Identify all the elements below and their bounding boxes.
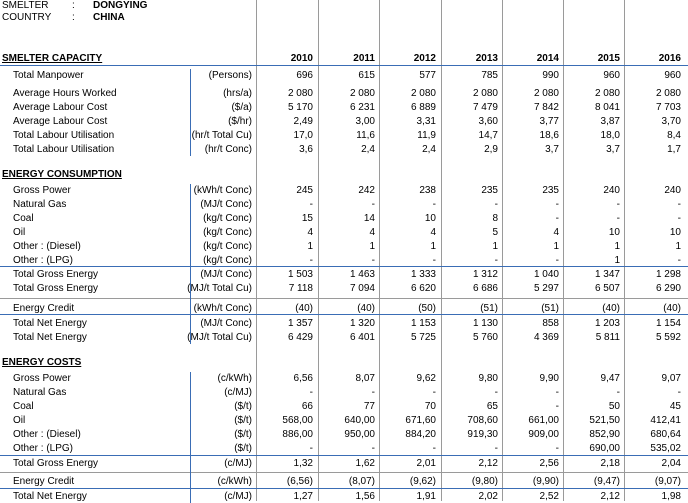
row-label: Oil [13, 415, 26, 426]
cell-value-2010: 1,27 [293, 491, 313, 502]
cell-value-2013: 708,60 [467, 415, 498, 426]
cell-value-2015: 8 041 [594, 102, 620, 113]
cell-value-2012: 1,91 [416, 491, 436, 502]
cell-value-2013: - [494, 255, 498, 266]
cell-value-2010: 6 429 [287, 332, 313, 343]
table-row [0, 490, 688, 503]
cell-value-2015: 240 [603, 185, 620, 196]
row-label: Natural Gas [13, 387, 67, 398]
cell-value-2015: 3,87 [600, 116, 620, 127]
row-divider [0, 455, 688, 456]
cell-value-2010: 15 [301, 213, 313, 224]
smelter-label: SMELTER [2, 0, 49, 11]
row-label: Gross Power [13, 373, 71, 384]
cell-value-2013: 5 760 [472, 332, 498, 343]
row-label: Total Gross Energy [13, 269, 99, 280]
cell-value-2010: 245 [296, 185, 313, 196]
table-row [0, 143, 688, 156]
cell-value-2012: 70 [424, 401, 436, 412]
row-label: Total Gross Energy [13, 458, 99, 469]
cell-value-2016: - [677, 387, 681, 398]
cell-value-2010: 17,0 [293, 130, 313, 141]
cell-value-2014: 4 [553, 227, 559, 238]
table-row [0, 101, 688, 114]
table-row [0, 240, 688, 253]
cell-value-2016: 1 154 [655, 318, 681, 329]
table-row [0, 475, 688, 488]
table-row [0, 442, 688, 455]
cell-value-2014: (9,90) [532, 476, 559, 487]
row-unit: (c/MJ) [224, 491, 252, 502]
cell-value-2014: 990 [542, 70, 559, 81]
cell-value-2012: 238 [419, 185, 436, 196]
cell-value-2016: 7 703 [655, 102, 681, 113]
cell-value-2016: 2,04 [661, 458, 681, 469]
cell-value-2011: 8,07 [355, 373, 375, 384]
year-header-2011: 2011 [353, 53, 375, 64]
cell-value-2015: (9,47) [593, 476, 620, 487]
cell-value-2010: 568,00 [282, 415, 313, 426]
row-label: Other : (Diesel) [13, 429, 81, 440]
row-unit: (hr/t Conc) [204, 144, 252, 155]
cell-value-2015: 10 [608, 227, 620, 238]
cell-value-2015: 50 [608, 401, 620, 412]
row-unit: ($/t) [234, 401, 252, 412]
cell-value-2010: 6,56 [293, 373, 313, 384]
cell-value-2016: 1,98 [661, 491, 681, 502]
cell-value-2016: 10 [669, 227, 681, 238]
cell-value-2013: 785 [481, 70, 498, 81]
cell-value-2010: 1 503 [287, 269, 313, 280]
cell-value-2010: 1,32 [293, 458, 313, 469]
row-label: Other : (LPG) [13, 255, 74, 266]
cell-value-2016: 8,4 [667, 130, 681, 141]
cell-value-2014: 9,90 [539, 373, 559, 384]
cell-value-2012: - [432, 387, 436, 398]
row-unit: (kg/t Conc) [203, 227, 252, 238]
cell-value-2012: 4 [430, 227, 436, 238]
cell-value-2013: 7 479 [472, 102, 498, 113]
cell-value-2011: 14 [363, 213, 375, 224]
cell-value-2013: 2,02 [478, 491, 498, 502]
table-row [0, 372, 688, 385]
cell-value-2016: 9,07 [661, 373, 681, 384]
year-header-2012: 2012 [413, 53, 436, 64]
cell-value-2012: 884,20 [405, 429, 436, 440]
row-label: Total Net Energy [13, 491, 87, 502]
row-label: Gross Power [13, 185, 71, 196]
row-label: Coal [13, 213, 34, 224]
cell-value-2013: 2,12 [478, 458, 498, 469]
cell-value-2013: - [494, 443, 498, 454]
row-label: Total Labour Utilisation [13, 144, 115, 155]
cell-value-2012: 577 [419, 70, 436, 81]
cell-value-2013: 3,60 [478, 116, 498, 127]
cell-value-2015: 1 203 [594, 318, 620, 329]
cell-value-2015: 1 [614, 255, 620, 266]
cell-value-2010: (40) [295, 303, 313, 314]
cell-value-2012: (9,62) [409, 476, 436, 487]
cell-value-2013: 1 130 [472, 318, 498, 329]
row-unit: (c/MJ) [224, 458, 252, 469]
table-row [0, 282, 688, 295]
year-header-2010: 2010 [290, 53, 313, 64]
cell-value-2011: - [371, 255, 375, 266]
cell-value-2012: 671,60 [405, 415, 436, 426]
row-label: Other : (LPG) [13, 443, 74, 454]
cell-value-2016: 3,70 [661, 116, 681, 127]
cell-value-2014: 2,56 [539, 458, 559, 469]
row-unit: ($/t) [234, 415, 252, 426]
cell-value-2013: 6 686 [472, 283, 498, 294]
row-unit: ($/hr) [228, 116, 252, 127]
row-divider [0, 472, 688, 473]
cell-value-2010: 7 118 [288, 283, 313, 294]
cell-value-2011: 1 320 [349, 318, 375, 329]
cell-value-2016: - [677, 255, 681, 266]
cell-value-2016: 2 080 [655, 88, 681, 99]
row-unit: ($/t) [234, 429, 252, 440]
cell-value-2015: - [616, 387, 620, 398]
cell-value-2015: 1 347 [594, 269, 620, 280]
cell-value-2015: - [616, 199, 620, 210]
row-unit: (c/kWh) [217, 373, 252, 384]
cell-value-2014: - [555, 213, 559, 224]
row-label: Coal [13, 401, 34, 412]
cell-value-2012: - [432, 443, 436, 454]
row-unit: (hr/t Total Cu) [191, 130, 252, 141]
cell-value-2011: 1,56 [355, 491, 375, 502]
row-unit: (Persons) [208, 70, 252, 81]
cell-value-2011: 7 094 [349, 283, 375, 294]
cell-value-2012: 9,62 [416, 373, 436, 384]
cell-value-2012: 2,4 [422, 144, 436, 155]
row-unit: (MJ/t Total Cu) [187, 283, 252, 294]
cell-value-2010: 66 [301, 401, 313, 412]
cell-value-2010: - [309, 443, 313, 454]
table-row [0, 414, 688, 427]
cell-value-2013: 14,7 [478, 130, 498, 141]
cell-value-2010: 1 357 [287, 318, 313, 329]
cell-value-2011: 950,00 [344, 429, 375, 440]
cell-value-2011: 77 [363, 401, 375, 412]
cell-value-2014: 7 842 [533, 102, 559, 113]
cell-value-2015: 690,00 [589, 443, 620, 454]
cell-value-2012: 6 620 [410, 283, 436, 294]
cell-value-2015: 960 [603, 70, 620, 81]
cell-value-2014: - [555, 387, 559, 398]
cell-value-2016: - [677, 199, 681, 210]
cell-value-2010: - [309, 199, 313, 210]
cell-value-2011: (40) [357, 303, 375, 314]
table-row [0, 428, 688, 441]
cell-value-2012: 11,9 [417, 130, 436, 141]
cell-value-2015: 2,12 [600, 491, 620, 502]
cell-value-2016: - [677, 213, 681, 224]
smelter-name: DONGYING [93, 0, 148, 11]
cell-value-2010: 4 [307, 227, 313, 238]
section-title: ENERGY CONSUMPTION [2, 169, 122, 180]
cell-value-2015: 3,7 [606, 144, 620, 155]
row-unit: (c/kWh) [217, 476, 252, 487]
cell-value-2014: - [555, 443, 559, 454]
table-row [0, 115, 688, 128]
row-label: Average Labour Cost [13, 116, 108, 127]
table-row [0, 331, 688, 344]
table-row [0, 268, 688, 281]
table-row [0, 386, 688, 399]
cell-value-2014: 1 [553, 241, 559, 252]
cell-value-2010: 886,00 [282, 429, 313, 440]
cell-value-2014: 18,6 [539, 130, 559, 141]
cell-value-2012: 6 889 [410, 102, 436, 113]
row-label: Average Labour Cost [13, 102, 108, 113]
cell-value-2015: 18,0 [600, 130, 620, 141]
cell-value-2011: 640,00 [344, 415, 375, 426]
year-header-2014: 2014 [536, 53, 559, 64]
row-unit: ($/a) [231, 102, 252, 113]
cell-value-2016: 240 [664, 185, 681, 196]
cell-value-2013: - [494, 387, 498, 398]
cell-value-2014: 661,00 [528, 415, 559, 426]
cell-value-2015: 2,18 [600, 458, 620, 469]
table-row [0, 400, 688, 413]
cell-value-2013: 8 [492, 213, 498, 224]
row-unit: (kg/t Conc) [203, 255, 252, 266]
cell-value-2011: 6 401 [349, 332, 375, 343]
cell-value-2011: - [371, 199, 375, 210]
row-label: Total Net Energy [13, 332, 87, 343]
country-label: COUNTRY [2, 12, 52, 23]
cell-value-2015: 2 080 [594, 88, 620, 99]
cell-value-2013: - [494, 199, 498, 210]
cell-value-2012: 1 333 [410, 269, 436, 280]
cell-value-2011: 2 080 [349, 88, 375, 99]
table-row [0, 198, 688, 211]
cell-value-2011: 242 [358, 185, 375, 196]
table-row [0, 129, 688, 142]
cell-value-2016: 412,41 [650, 415, 681, 426]
row-unit: (c/MJ) [224, 387, 252, 398]
cell-value-2016: 960 [664, 70, 681, 81]
row-divider [0, 488, 688, 489]
cell-value-2011: 1,62 [355, 458, 375, 469]
cell-value-2012: 1 153 [410, 318, 436, 329]
cell-value-2014: - [555, 199, 559, 210]
row-label: Total Net Energy [13, 318, 87, 329]
cell-value-2015: (40) [602, 303, 620, 314]
cell-value-2011: 1 463 [349, 269, 375, 280]
cell-value-2013: 235 [481, 185, 498, 196]
row-unit: (hrs/a) [223, 88, 252, 99]
cell-value-2014: (51) [541, 303, 559, 314]
row-divider [0, 298, 688, 299]
cell-value-2014: 235 [542, 185, 559, 196]
table-row [0, 457, 688, 470]
cell-value-2013: 65 [486, 401, 498, 412]
smelter-sep: : [72, 0, 75, 11]
cell-value-2015: 521,50 [589, 415, 620, 426]
cell-value-2015: 1 [614, 241, 620, 252]
cell-value-2015: 6 507 [594, 283, 620, 294]
row-unit: (MJ/t Conc) [200, 318, 252, 329]
cell-value-2011: 615 [358, 70, 375, 81]
cell-value-2013: 2,9 [484, 144, 498, 155]
cell-value-2016: 1,7 [667, 144, 681, 155]
cell-value-2011: 11,6 [356, 130, 375, 141]
cell-value-2012: - [432, 199, 436, 210]
cell-value-2015: 5 811 [595, 332, 620, 343]
cell-value-2010: 1 [307, 241, 313, 252]
row-unit: (kWh/t Conc) [193, 303, 252, 314]
row-label: Total Gross Energy [13, 283, 99, 294]
cell-value-2012: 1 [430, 241, 436, 252]
table-row [0, 254, 688, 267]
cell-value-2014: - [555, 401, 559, 412]
cell-value-2016: 680,64 [650, 429, 681, 440]
row-label: Energy Credit [13, 303, 75, 314]
row-divider [0, 65, 688, 66]
cell-value-2010: 2,49 [293, 116, 313, 127]
cell-value-2011: 6 231 [349, 102, 375, 113]
cell-value-2015: 852,90 [589, 429, 620, 440]
cell-value-2012: (50) [418, 303, 436, 314]
cell-value-2014: 4 369 [533, 332, 559, 343]
cell-value-2011: 4 [369, 227, 375, 238]
row-unit: (kg/t Conc) [203, 241, 252, 252]
row-unit: (kWh/t Conc) [193, 185, 252, 196]
cell-value-2012: 5 725 [410, 332, 436, 343]
cell-value-2010: - [309, 387, 313, 398]
cell-value-2011: 1 [369, 241, 375, 252]
row-label: Natural Gas [13, 199, 67, 210]
cell-value-2013: 919,30 [467, 429, 498, 440]
year-header-2013: 2013 [475, 53, 498, 64]
table-row [0, 212, 688, 225]
cell-value-2011: 3,00 [355, 116, 375, 127]
table-row [0, 302, 688, 315]
cell-value-2013: (51) [480, 303, 498, 314]
row-label: Other : (Diesel) [13, 241, 81, 252]
row-unit: (MJ/t Conc) [200, 199, 252, 210]
cell-value-2011: - [371, 387, 375, 398]
row-label: Energy Credit [13, 476, 75, 487]
table-row [0, 87, 688, 100]
section-title: ENERGY COSTS [2, 357, 82, 368]
cell-value-2016: (40) [663, 303, 681, 314]
cell-value-2011: - [371, 443, 375, 454]
cell-value-2014: 5 297 [533, 283, 559, 294]
table-row [0, 226, 688, 239]
row-label: Total Manpower [13, 70, 84, 81]
row-label: Average Hours Worked [13, 88, 117, 99]
row-label: Oil [13, 227, 26, 238]
cell-value-2014: 2 080 [533, 88, 559, 99]
cell-value-2016: 1 [675, 241, 681, 252]
row-unit: (kg/t Conc) [203, 213, 252, 224]
row-label: Total Labour Utilisation [13, 130, 115, 141]
cell-value-2013: 2 080 [472, 88, 498, 99]
cell-value-2016: 535,02 [650, 443, 681, 454]
section-title: SMELTER CAPACITY [2, 53, 103, 64]
cell-value-2010: (6,56) [286, 476, 313, 487]
cell-value-2012: 10 [424, 213, 436, 224]
cell-value-2010: 3,6 [299, 144, 313, 155]
cell-value-2016: 45 [669, 401, 681, 412]
cell-value-2013: 9,80 [478, 373, 498, 384]
year-header-2015: 2015 [597, 53, 620, 64]
table-row [0, 317, 688, 330]
cell-value-2016: 6 290 [655, 283, 681, 294]
cell-value-2013: 1 [492, 241, 498, 252]
cell-value-2016: 1 298 [655, 269, 681, 280]
country-name: CHINA [93, 12, 125, 23]
row-unit: (MJ/t Total Cu) [187, 332, 252, 343]
cell-value-2011: (8,07) [348, 476, 375, 487]
cell-value-2010: - [309, 255, 313, 266]
cell-value-2016: 5 592 [655, 332, 681, 343]
year-header-2016: 2016 [658, 53, 681, 64]
cell-value-2015: 9,47 [600, 373, 620, 384]
cell-value-2013: 5 [492, 227, 498, 238]
cell-value-2016: (9,07) [654, 476, 681, 487]
cell-value-2014: 909,00 [528, 429, 559, 440]
row-unit: ($/t) [234, 443, 252, 454]
cell-value-2013: 1 312 [472, 269, 498, 280]
table-row [0, 69, 688, 82]
cell-value-2013: (9,80) [471, 476, 498, 487]
cell-value-2014: 3,77 [539, 116, 559, 127]
cell-value-2012: - [432, 255, 436, 266]
cell-value-2012: 2,01 [416, 458, 436, 469]
cell-value-2014: - [555, 255, 559, 266]
row-unit: (MJ/t Conc) [200, 269, 252, 280]
country-sep: : [72, 12, 75, 23]
cell-value-2015: - [616, 213, 620, 224]
cell-value-2012: 3,31 [416, 116, 436, 127]
cell-value-2014: 2,52 [539, 491, 559, 502]
cell-value-2012: 2 080 [410, 88, 436, 99]
cell-value-2014: 858 [542, 318, 559, 329]
cell-value-2010: 696 [296, 70, 313, 81]
table-row [0, 184, 688, 197]
cell-value-2014: 1 040 [533, 269, 559, 280]
cell-value-2014: 3,7 [545, 144, 559, 155]
cell-value-2011: 2,4 [361, 144, 375, 155]
cell-value-2010: 5 170 [287, 102, 313, 113]
cell-value-2010: 2 080 [287, 88, 313, 99]
